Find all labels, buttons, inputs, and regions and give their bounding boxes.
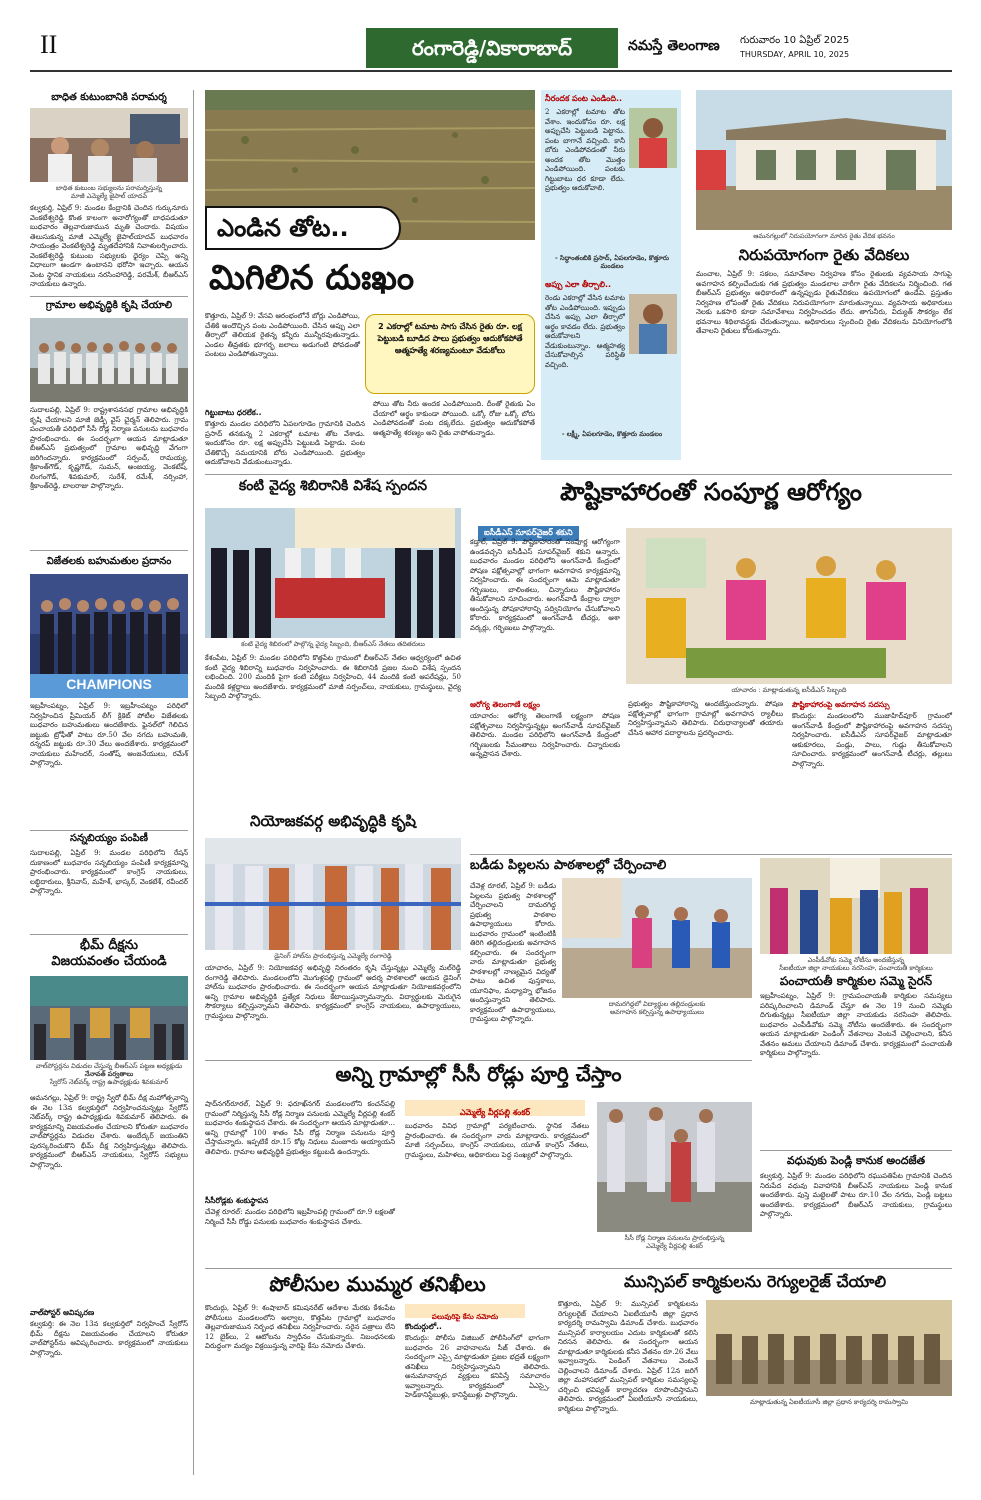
story-divider [30, 296, 188, 297]
story-condolence [30, 92, 188, 292]
story-photo [30, 574, 188, 698]
photo-caption [760, 956, 952, 972]
story-photo [30, 318, 188, 402]
page-number: II [40, 30, 58, 59]
quote-title: అప్పు ఎలా తీర్చాలి.. [545, 280, 612, 289]
story-body: చేవెళ్ల రూరల్, ఏప్రిల్ 9: బడీడు పిల్లలను ప్రభుత్వ పాఠశాలల్లో చేర్పించాలని దామరగిద్ద ప్రభుత్వ పాఠశాల ఉపాధ్యాయులు కోరారు. బుధవారం గ్రామంలో ఇంటింటికీ తిరిగి తల్లిదండ్రులకు అవగాహన కల్పించారు. ఈ సందర్భంగా వారు మాట్లాడుతూ ప్రభుత్వ పాఠశాలల్లో నాణ్యమైన విద్యతో పాటు ఉచిత పుస్తకాలు, యూనిఫాం, మధ్యాహ్న భోజనం అందిస్తున్నారని తెలిపారు. కార్యక్రమంలో ఉపాధ్యాయులు, గ్రామస్థులు పాల్గొన్నారు. [470, 882, 556, 1023]
section-divider [205, 1268, 952, 1269]
story-headline: విజయవంతం చేయండి [51, 953, 167, 969]
caption-line: దామరగిద్దలో విద్యార్థుల తల్లిదండ్రులకు [608, 1000, 706, 1008]
headline-top: ఎండిన తోట.. [217, 214, 349, 242]
story-photo [562, 878, 752, 998]
section-divider [205, 474, 952, 475]
story-police-checks [205, 1272, 550, 1478]
story-photo [30, 976, 188, 1060]
story-photo [597, 1102, 752, 1232]
story-headline: భీమ్ దీక్షను [80, 938, 138, 953]
story-body: ఇబ్రహీంపట్నం, ఏప్రిల్ 9: గ్రామపంచాయతీ కార్మికుల సమస్యలు పరిష్కరించాలని డిమాండ్ చేస్తూ ఈ నెల 19 నుంచి సమ్మెకు దిగుతున్నట్లు సీఐటీయూ జిల్లా నాయకుడు నరసింహ తెలిపారు. బుధవారం ఎంపీడీవోకు సమ్మె నోటీసు అందజేశారు. ఈ సందర్భంగా ఆయన మాట్లాడుతూ పెండింగ్ వేతనాలు వెంటనే చెల్లించాలని, కనీస వేతనం అమలు చేయాలని డిమాండ్ చేశారు. కార్యక్రమంలో పంచాయతీ కార్మికులు పాల్గొన్నారు. [760, 992, 952, 1057]
story-headline: నిరుపయోగంగా రైతు వేదికలు [738, 246, 910, 264]
byline-text: ఎమ్మెల్యే వీర్లపల్లి శంకర్ [459, 1108, 531, 1117]
byline-text: పలువురిపై కేసు నమోదు [431, 1313, 499, 1321]
story-headline: కంటి వైద్య శిబిరానికి విశేష స్పందన [238, 478, 428, 494]
story-headline: పంచాయతీ కార్మికుల సమ్మె సైరన్ [779, 974, 933, 988]
photo-caption: డైనింగ్ హాల్‌ను ప్రారంభిస్తున్న ఎమ్మెల్యే రంగారెడ్డి [274, 952, 392, 960]
story-body: యాచారం, ఏప్రిల్ 9: నియోజకవర్గ అభివృద్ధి నిరంతరం కృషి చేస్తున్నట్లు ఎమ్మెల్యే మల్‌రెడ్డి రంగారెడ్డి తెలిపారు. మండలంలోని మొగుళ్లపల్లి గ్రామంలో ఆదర్శ పాఠశాలలో ఆయన డైనింగ్ హాల్‌ను బుధవారం ప్రారంభించారు. ఈ సందర్భంగా ఆయన మాట్లాడుతూ నియోజకవర్గంలోని అన్ని గ్రామాల అభివృద్ధికి ప్రత్యేక నిధులు కేటాయిస్తున్నామన్నారు. విద్యార్థులకు మెరుగైన సౌకర్యాలు కల్పిస్తున్నామని తెలిపారు. కార్యక్రమంలో కాంగ్రెస్ నాయకులు, ఉపాధ్యాయులు, గ్రామస్థులు పాల్గొన్నారు. [205, 964, 461, 1020]
brand-name: నమస్తే తెలంగాణ [628, 38, 720, 54]
photo-caption [30, 184, 188, 200]
story-school-enrollment [470, 858, 752, 1054]
story-photo [706, 1300, 952, 1396]
caption-line: బాధిత కుటుంబ సభ్యులను పరామర్శిస్తున్న [55, 184, 163, 192]
masthead [30, 28, 952, 68]
story-body: కొత్తూరు మండల పరిధిలోని ఏపలగూడెం గ్రామానికి చెందిన ప్రసాద్ తనకున్న 2 ఎకరాల్లో టమాట తోట వేశాడు. ఇందుకోసం రూ. లక్ష అప్పుచేసి పెట్టుబడి పెట్టాడు. పంట చేతికొచ్చే సమయానికి బోరు ఎండిపోయింది. ప్రభుత్వం ఆదుకోవాలని వేడుకుంటున్నాడు. [205, 420, 365, 466]
story-wedding-gift [760, 1154, 952, 1264]
story-headline: సన్నబియ్యం పంపిణీ [70, 833, 148, 844]
story-constituency-development [205, 812, 461, 1052]
story-body: కొత్తూరు, ఏప్రిల్ 9: వేసవి ఆరంభంలోనే బోర్లు ఎండిపోయి, చేతికి అందొచ్చిన పంట ఎండిపోయింది. చేసిన అప్పు ఎలా తీర్చాలో తెలియక రైతన్న కన్నీరు మున్నీరవుతున్నాడు. ఎండల తీవ్రతకు భూగర్భ జలాలు అడుగంటి పోవడంతో పంటలు ఎండిపోతున్నాయి. [205, 312, 360, 358]
story-photo [626, 528, 952, 684]
callout-box [365, 314, 535, 394]
story-nutrition [470, 478, 952, 858]
story-rice-distribution [30, 833, 188, 931]
story-body: కొందుర్గు, ఏప్రిల్ 9: శంషాబాద్ కమిషనరేట్ ఆదేశాల మేరకు కేశంపేట పోలీసులు మండలంలోని అల్వాల, కొత్తపేట గ్రామాల్లో బుధవారం తెల్లవారుజామున నిర్బంధ తనిఖీలు నిర్వహించారు. సరైన పత్రాలు లేని 12 బైక్‌లు, 2 ఆటోలను స్వాధీనం చేసుకున్నారు. నిబంధనలకు విరుద్ధంగా మద్యం విక్రయిస్తున్న వారిపై కేసు నమోదు చేశారు. [205, 1304, 395, 1350]
story-body: కల్వకుర్తి, ఏప్రిల్ 9: మండల కేంద్రానికి చెందిన గుర్కునూరు వెంకటేశ్వరెడ్డి కొంత కాలంగా అనారోగ్యంతో బాధపడుతూ బుధవారం తెల్లవారుజామున మృతి చెందారు. విషయం తెలుసుకున్న మాజీ ఎమ్మెల్యే జైపాల్‌యాదవ్ బుధవారం సాయంత్రం వెంకటేశ్వరెడ్డి మృతదేహానికి నివాళులర్పించారు. వెంకటేశ్వరెడ్డి కుటుంబ సభ్యులకు ధైర్యం చెప్పి అన్ని విధాలుగా అండగా ఉంటానని భరోసా ఇచ్చారు. ఆయన వెంట స్థానిక నాయకులు నరసింహారెడ్డి, పరమేశ్, బీఆర్‌ఎస్ నాయకులు ఉన్నారు. [30, 204, 188, 288]
column-divider [193, 90, 194, 1475]
photo-caption: కంటి వైద్య శిబిరంలో పాల్గొన్న వైద్య సిబ్బంది, బీఆర్‌ఎస్ నేతలు తదితరులు [241, 640, 425, 648]
story-photo [30, 108, 188, 182]
story-headline: విజేతలకు బహుమతుల ప్రదానం [46, 556, 172, 567]
caption-line: స్వేరోస్ నెట్‌వర్క్ రాష్ట్ర ఉపాధ్యక్షుడు శివకుమార్ [49, 1078, 169, 1086]
story-body: పోయి తోట నీరు అందక ఎండిపోయింది. దీంతో రైతుకు ఏం చేయాలో అర్థం కాకుండా పోయింది. ఒక్కో రోజు ఒక్కో బోరు ఎండిపోవడంతో పంట దక్కలేదు. ప్రభుత్వం ఆదుకోకపోతే ఆత్మహత్యే శరణ్యం అని రైతు వాపోతున్నాడు. [373, 400, 535, 437]
story-subhead: వాల్‌పోస్టర్ ఆవిష్కరణ [30, 1308, 95, 1317]
story-body: కొత్తూరు, ఏప్రిల్ 9: మున్సిపల్ కార్మికులను రెగ్యులరైజ్ చేయాలని ఏఐటీయూసీ జిల్లా ప్రధాన కార్యదర్శి రామస్వామి డిమాండ్ చేశారు. బుధవారం మున్సిపల్ కార్యాలయం ఎదుట కార్మికులతో కలిసి నిరసన తెలిపారు. ఈ సందర్భంగా ఆయన మాట్లాడుతూ కార్మికులకు కనీస వేతనం రూ.26 వేలు ఇవ్వాలన్నారు. పెండింగ్ వేతనాలు వెంటనే చెల్లించాలని డిమాండ్ చేశారు. ఏప్రిల్ 12న జరిగే జిల్లా మహాసభలో మున్సిపల్ కార్మికుల సమస్యలపై చర్చించి భవిష్యత్ కార్యాచరణ రూపొందిస్తామని తెలిపారు. కార్యక్రమంలో ఏఐటీయూసీ నాయకులు, కార్మికులు పాల్గొన్నారు. [558, 1300, 698, 1413]
story-divider [30, 830, 188, 831]
story-body: కొందుర్గు: మండలంలోని ముజాహిద్‌పూర్ గ్రామంలో అంగన్‌వాడీ కేంద్రంలో పౌష్టికాహారంపై అవగాహన సదస్సు నిర్వహించారు. ఐసీడీఎస్ సూపర్‌వైజర్ మాట్లాడుతూ ఆకుకూరలు, పండ్లు, పాలు, గుడ్లు తీసుకోవాలని సూచించారు. కార్యక్రమంలో అంగన్‌వాడీ టీచర్లు, తల్లులు పాల్గొన్నారు. [792, 712, 952, 768]
story-headline: గ్రామాల అభివృద్ధికి కృషి చేయాలి [45, 300, 173, 311]
story-byline [405, 1100, 585, 1116]
farmer-quote-2 [545, 280, 679, 460]
story-subhead: కొందుర్గులో.. [405, 1322, 442, 1331]
story-body: కొందుర్గు: పోలీసు విజిబుల్ పోలీసింగ్‌లో భాగంగా బుధవారం 26 వాహనాలను సీజ్ చేశారు. ఈ సందర్భంగా ఎస్సై మాట్లాడుతూ ప్రజల భద్రతే లక్ష్యంగా తనిఖీలు నిర్వహిస్తున్నామని తెలిపారు. అనుమానాస్పద వ్యక్తులు కనిపిస్తే సమాచారం ఇవ్వాలన్నారు. కార్యక్రమంలో ఏఎస్సై, హెడ్‌కానిస్టేబుళ్లు, కానిస్టేబుళ్లు పాల్గొన్నారు. [405, 1334, 550, 1399]
story-village-development [30, 300, 188, 545]
farmer-photo [629, 294, 677, 354]
headline-box [205, 206, 401, 250]
story-subhead: ఆరోగ్య తెలంగాణే లక్ష్యం [470, 700, 540, 709]
photo-caption: ఆమనగల్లులో నిరుపయోగంగా మారిన రైతు వేదిక భవనం [753, 232, 895, 240]
caption-line: సీఐటీయూ జిల్లా నాయకులు నరసింహ, పంచాయతీ కార్మికులు [779, 964, 933, 972]
story-subhead: సీసీరోడ్లకు శంకుస్థాపన [205, 1196, 269, 1205]
photo-caption [597, 1234, 752, 1250]
masthead-divider [30, 70, 952, 72]
story-headline: వధువుకు పెండ్లి కానుక అందజేత [786, 1154, 926, 1167]
story-photo [205, 838, 461, 950]
champions-banner: CHAMPIONS [66, 676, 152, 692]
photo-caption [30, 1062, 188, 1086]
story-byline [405, 1304, 525, 1321]
story-prize-distribution [30, 556, 188, 826]
story-body: కల్వకుర్తి: ఈ నెల 13న కల్వకుర్తిలో నిర్వహించే స్వేరోస్ భీమ్ దీక్షను విజయవంతం చేయాలని కోరుతూ వాల్‌పోస్టర్‌ను ఆవిష్కరించారు. కార్యక్రమంలో నాయకులు పాల్గొన్నారు. [30, 1320, 188, 1357]
story-body: మంచాల, ఏప్రిల్ 9: సకలం, సమావేశాల నిర్వహణ కోసం రైతులకు వ్యవసాయ సాగుపై అవగాహన కల్పించేందుకు గత ప్రభుత్వం మండలాల వారీగా రైతు వేదికలను నిర్మించింది. గత బీఆర్‌ఎస్ ప్రభుత్వం అధికారంలో ఉన్నప్పుడు రైతువేదికలు ఉపయోగంలో ఉండేవి. ప్రస్తుతం నిర్వహణ లోపంతో రైతు వేదికలు నిరుపయోగంగా మారుతున్నాయి. వ్యవసాయ అధికారులు నెలకు ఒకసారి కూడా సమావేశాలు నిర్వహించడం లేదు. తాగునీరు, విద్యుత్ సౌకర్యం లేక భవనాలు శిథిలావస్థకు చేరుతున్నాయి. అధికారులు స్పందించి రైతు వేదికలను వినియోగంలోకి తేవాలని రైతులు కోరుతున్నారు. [696, 270, 952, 335]
caption-line: నేనావత్ పర్వతాలు [84, 1070, 134, 1078]
date-telugu: గురువారం 10 ఏప్రిల్ 2025 [740, 35, 850, 46]
story-subhead: పౌష్టికాహారంపై అవగాహన సదస్సు [792, 700, 890, 709]
story-body: కల్వకుర్తి, ఏప్రిల్ 9: మండల పరిధిలోని రఘుపతిపేట గ్రామానికి చెందిన నిరుపేద వధువు వివాహానికి బీఆర్‌ఎస్ నాయకులు పెండ్లి కానుక అందజేశారు. పుస్తె మట్టెలతో పాటు రూ.10 వేల నగదు, పెండ్లి బట్టలు అందజేశారు. కార్యక్రమంలో బీఆర్‌ఎస్ నాయకులు, గ్రామస్థులు పాల్గొన్నారు. [760, 1172, 952, 1218]
story-divider [30, 550, 188, 551]
photo-caption: మాట్లాడుతున్న ఏఐటీయూసీ జిల్లా ప్రధాన కార్యదర్శి రామస్వామి [750, 1398, 908, 1406]
story-bheem-deeksha [30, 938, 188, 1478]
headline-main: మిగిలిన దుఃఖం [209, 258, 415, 298]
story-municipal-workers [558, 1272, 952, 1478]
section-title: రంగారెడ్డి/వికారాబాద్ [366, 28, 618, 68]
story-headline: పౌష్టికాహారంతో సంపూర్ణ ఆరోగ్యం [560, 478, 862, 506]
date-english: THURSDAY, APRIL 10, 2025 [740, 50, 850, 59]
quote-signature: - లక్ష్మీ, ఏపలగూడెం, కొత్తూరు మండలం [561, 430, 663, 438]
story-photo [205, 508, 461, 638]
story-headline: అన్ని గ్రామాల్లో సీసీ రోడ్లు పూర్తి చేస్తాం [335, 1062, 622, 1086]
story-cc-roads [205, 1062, 757, 1262]
story-rythu-vedika [696, 90, 952, 470]
story-panchayat-strike [760, 858, 952, 1057]
farmer-photo [629, 108, 677, 168]
story-body: చేవెళ్ల రూరల్: మండల పరిధిలోని ఇబ్రహీంపల్లి గ్రామంలో రూ.9 లక్షలతో నిర్మించే సీసీ రోడ్డు పనులకు బుధవారం శంకుస్థాపన చేశారు. [205, 1208, 395, 1226]
quote-body: రెండు ఎకరాల్లో వేసిన టమాట తోట ఎండిపోయింది. ఇప్పుడు చేసిన అప్పు ఎలా తీర్చాలో అర్థం కావడం లేదు. ప్రభుత్వం ఆదుకోవాలని వేడుకుంటున్నాం. ఆత్మహత్య చేసుకోవాల్సిన పరిస్థితి వచ్చింది. [545, 294, 625, 369]
story-body: ఆమనగల్లు, ఏప్రిల్ 9: రాష్ట్ర స్వేరో భీమ్ దీక్ష మహోత్సవాన్ని ఈ నెల 13న కల్వకుర్తిలో నిర్వహించనున్నట్లు స్వేరోస్ నెట్‌వర్క్ రాష్ట్ర ఉపాధ్యక్షుడు శివకుమార్ తెలిపారు. ఈ కార్యక్రమాన్ని విజయవంతం చేయాలని కోరుతూ బుధవారం వాల్‌పోస్టర్లను విడుదల చేశారు. అంబేద్కర్ జయంతిని పురస్కరించుకొని భీమ్ దీక్ష నిర్వహిస్తున్నట్లు తెలిపారు. కార్యక్రమంలో బీఆర్‌ఎస్ నాయకులు, స్వేరోస్ సభ్యులు పాల్గొన్నారు. [30, 1094, 188, 1169]
story-dried-garden [205, 90, 680, 470]
building-photo [696, 90, 952, 230]
story-headline: బాధిత కుటుంబానికి పరామర్శ [51, 92, 167, 103]
caption-line: సీసీ రోడ్ల నిర్మాణ పనులను ప్రారంభిస్తున్న [624, 1234, 725, 1242]
story-headline: నియోజకవర్గ అభివృద్ధికి కృషి [250, 812, 416, 830]
story-photo [760, 858, 952, 954]
story-body: ఇబ్రహీంపట్నం, ఏప్రిల్ 9: ఇబ్రహీంపట్నం పరిధిలో నిర్వహించిన ప్రీమియర్ లీగ్ క్రికెట్ పోటీల విజేతలకు బుధవారం బహుమతులు అందజేశారు. ఫైనల్‌లో గెలిచిన జట్టుకు ట్రోఫీతో పాటు రూ.50 వేల నగదు బహుమతి, రన్నరప్ జట్టుకు రూ.30 వేలు అందజేశారు. కార్యక్రమంలో నాయకులు మహేందర్, సంతోష్, ఆంజనేయులు, రమేశ్ పాల్గొన్నారు. [30, 702, 188, 767]
byline-text: ఐసీడీఎస్ సూపర్‌వైజర్ శకుని [478, 526, 579, 541]
photo-caption [562, 1000, 752, 1016]
quote-body: 2 ఎకరాల్లో టమాట తోట వేశాం. ఇందుకోసం రూ. లక్ష అప్పుచేసి పెట్టుబడి పెట్టాను. పంట బాగానే వచ్చింది. కానీ బోరు ఎండిపోవడంతో నీరు అందక తోట మొత్తం ఎండిపోయింది. పంటకు గిట్టుబాటు ధర కూడా లేదు. ప్రభుత్వం ఆదుకోవాలి. [545, 108, 625, 192]
caption-line: ఎంపీడీవోకు సమ్మె నోటీసు అందజేస్తున్న [807, 956, 905, 964]
story-headline: బడీడు పిల్లలను పాఠశాలల్లో చేర్పించాలి [470, 858, 667, 873]
story-body: షాద్‌నగర్‌రూరల్, ఏప్రిల్ 9: ఫరూఖ్‌నగర్ మండలంలోని కంచన్‌పల్లి గ్రామంలో నిర్మిస్తున్న సీసీ రోడ్ల నిర్మాణ పనులకు ఎమ్మెల్యే వీర్లపల్లి శంకర్ బుధవారం శంకుస్థాపన చేశారు. ఈ సందర్భంగా ఆయన మాట్లాడుతూ... అన్ని గ్రామాల్లో 100 శాతం సీసీ రోడ్ల నిర్మాణ పనులను పూర్తి చేస్తామన్నారు. ఇప్పటికే రూ.15 కోట్ల నిధులు మంజూరు అయ్యాయని తెలిపారు. గ్రామాల అభివృద్ధికి ప్రభుత్వం కట్టుబడి ఉందన్నారు. [205, 1100, 395, 1156]
section-divider [205, 1060, 752, 1061]
story-divider [760, 1150, 952, 1151]
section-divider [470, 854, 952, 855]
story-body: ప్రభుత్వం పౌష్టికాహారాన్ని అందజేస్తుందన్నారు. పోషణ పక్షోత్సవాల్లో భాగంగా గ్రామాల్లో అవగాహన ర్యాలీలు నిర్వహిస్తున్నామని తెలిపారు. చిరుధాన్యాలతో తయారు చేసిన ఆహార పదార్థాలను ప్రదర్శించారు. [628, 700, 783, 737]
story-body: కడ్తాల్, ఏప్రిల్ 9: పౌష్టికాహారంతో సంపూర్ణ ఆరోగ్యంగా ఉండవచ్చని ఐసీడీఎస్ సూపర్‌వైజర్ శకుని అన్నారు. బుధవారం మండల పరిధిలోని అంగన్‌వాడీ కేంద్రంలో పోషణ పక్షోత్సవాల్లో భాగంగా అవగాహన కార్యక్రమాన్ని నిర్వహించారు. ఈ సందర్భంగా ఆమె మాట్లాడుతూ గర్భిణులు, బాలింతలు, చిన్నారులు పౌష్టికాహారం తీసుకోవాలని సూచించారు. అంగన్‌వాడీ కేంద్రాల ద్వారా అందిస్తున్న పోషకాహారాన్ని సద్వినియోగం చేసుకోవాలని కోరారు. కార్యక్రమంలో అంగన్‌వాడీ టీచర్లు, ఆశా వర్కర్లు, గర్భిణులు పాల్గొన్నారు. [470, 538, 620, 632]
caption-line: వాల్‌పోస్టర్లను విడుదల చేస్తున్న బీఆర్‌ఎస్ పట్టణ అధ్యక్షుడు [35, 1062, 183, 1070]
story-body: సుదాలపల్లి, ఏప్రిల్ 9: మండల పరిధిలోని రేషన్ దుకాణంలో బుధవారం సన్నబియ్యం పంపిణీ కార్యక్రమాన్ని ప్రారంభించారు. కార్యక్రమంలో కాంగ్రెస్ నాయకులు, లబ్ధిదారులు, శ్రీనివాస్, మహేశ్, భాస్కర్, వెంకటేశ్, రవీందర్ పాల్గొన్నారు. [30, 849, 188, 895]
story-body: బుధవారం వివిధ గ్రామాల్లో పర్యటించారు. స్థానిక నేతలు ప్రారంభించారు. ఈ సందర్భంగా వారు మాట్లాడారు. కార్యక్రమంలో మాజీ సర్పంచ్‌లు, కాంగ్రెస్ నాయకులు, యూత్ కాంగ్రెస్ నేతలు, గ్రామస్థులు, మహిళలు, అధికారులు పెద్ద సంఖ్యలో పాల్గొన్నారు. [405, 1122, 589, 1159]
story-divider [30, 934, 188, 935]
photo-caption: యాచారం : మాట్లాడుతున్న ఐసీడీఎస్ సిబ్బంది [731, 686, 847, 694]
story-body: యాచారం: ఆరోగ్య తెలంగాణే లక్ష్యంగా పోషణ పక్షోత్సవాలు నిర్వహిస్తున్నట్లు అంగన్‌వాడీ సూపర్‌వైజర్ తెలిపారు. మండల పరిధిలోని అంగన్‌వాడీ కేంద్రంలో గర్భిణులకు సీమంతాలు నిర్వహించారు. చిన్నారులకు అన్నప్రాసన చేశారు. [470, 712, 620, 758]
story-eye-camp [205, 478, 461, 808]
quote-signature: - సిద్ధాంతంబికి ప్రసాద్, ఏపలగూడెం, కొత్తూరు మండలం [555, 254, 669, 270]
story-subhead: గిట్టుబాటు ధరలేక.. [205, 408, 262, 417]
caption-line: మాజీ ఎమ్మెల్యే జైపాల్ యాదవ్ [70, 192, 148, 200]
story-body: కేశంపేట, ఏప్రిల్ 9: మండల పరిధిలోని కొత్తపేట గ్రామంలో బీఆర్‌ఎస్ నేతల ఆధ్వర్యంలో ఉచిత కంటి వైద్య శిబిరాన్ని బుధవారం నిర్వహించారు. ఈ శిబిరానికి ప్రజల నుంచి విశేష స్పందన లభించింది. 200 మందికి పైగా కంటి పరీక్షలు నిర్వహించి, 44 మందికి కంటి ఆపరేషన్లు, 50 మందికి కళ్లద్దాలు అందజేశారు. కార్యక్రమంలో మాజీ సర్పంచ్‌లు, నాయకులు, గ్రామస్థులు, వైద్య సిబ్బంది పాల్గొన్నారు. [205, 654, 461, 700]
quote-title: నీరందక పంట ఎండింది.. [545, 94, 623, 103]
caption-line: అవగాహన కల్పిస్తున్న ఉపాధ్యాయులు [609, 1008, 704, 1016]
caption-line: ఎమ్మెల్యే వీర్లపల్లి శంకర్ [646, 1242, 703, 1250]
story-headline: పోలీసుల ముమ్మర తనిఖీలు [269, 1272, 486, 1296]
story-body: సుదాలపల్లి, ఏప్రిల్ 9: రాష్ట్రశాసనసభ గ్రామాల అభివృద్ధికి కృషి చేయాలని మాజీ జెడ్పీ వైస్ చైర్మన్ తెలిపారు. గ్రామ పంచాయతీ పరిధిలో సీసీ రోడ్ల నిర్మాణ పనులను బుధవారం ప్రారంభించారు. ఈ సందర్భంగా ఆయన మాట్లాడుతూ బీఆర్‌ఎస్ ప్రభుత్వంలో గ్రామాల అభివృద్ధి వేగంగా జరిగిందన్నారు. కార్యక్రమంలో సర్పంచ్, రామయ్య, శ్రీకాంత్‌గౌడ్, కృష్ణగౌడ్, సుమన్, అంజయ్య, వెంకటేష్, లింగంగౌడ్, శివకుమార్, సురేశ్, రమేశ్, నర్సింహా, శ్రీకాంత్‌రెడ్డి, బాలరాజు పాల్గొన్నారు. [30, 406, 188, 490]
story-headline: మున్సిపల్ కార్మికులను రెగ్యులరైజ్ చేయాలి [623, 1272, 887, 1291]
farmer-quote-1 [545, 94, 679, 274]
callout-text: 2 ఎకరాల్లో టమాట సాగు చేసిన రైతు రూ. లక్ష పెట్టుబడి బూడిద పాలు ప్రభుత్వం ఆదుకోకపోతే ఆత్మహత్యే శరణ్యమంటూ వేడుకోలు [377, 322, 523, 355]
